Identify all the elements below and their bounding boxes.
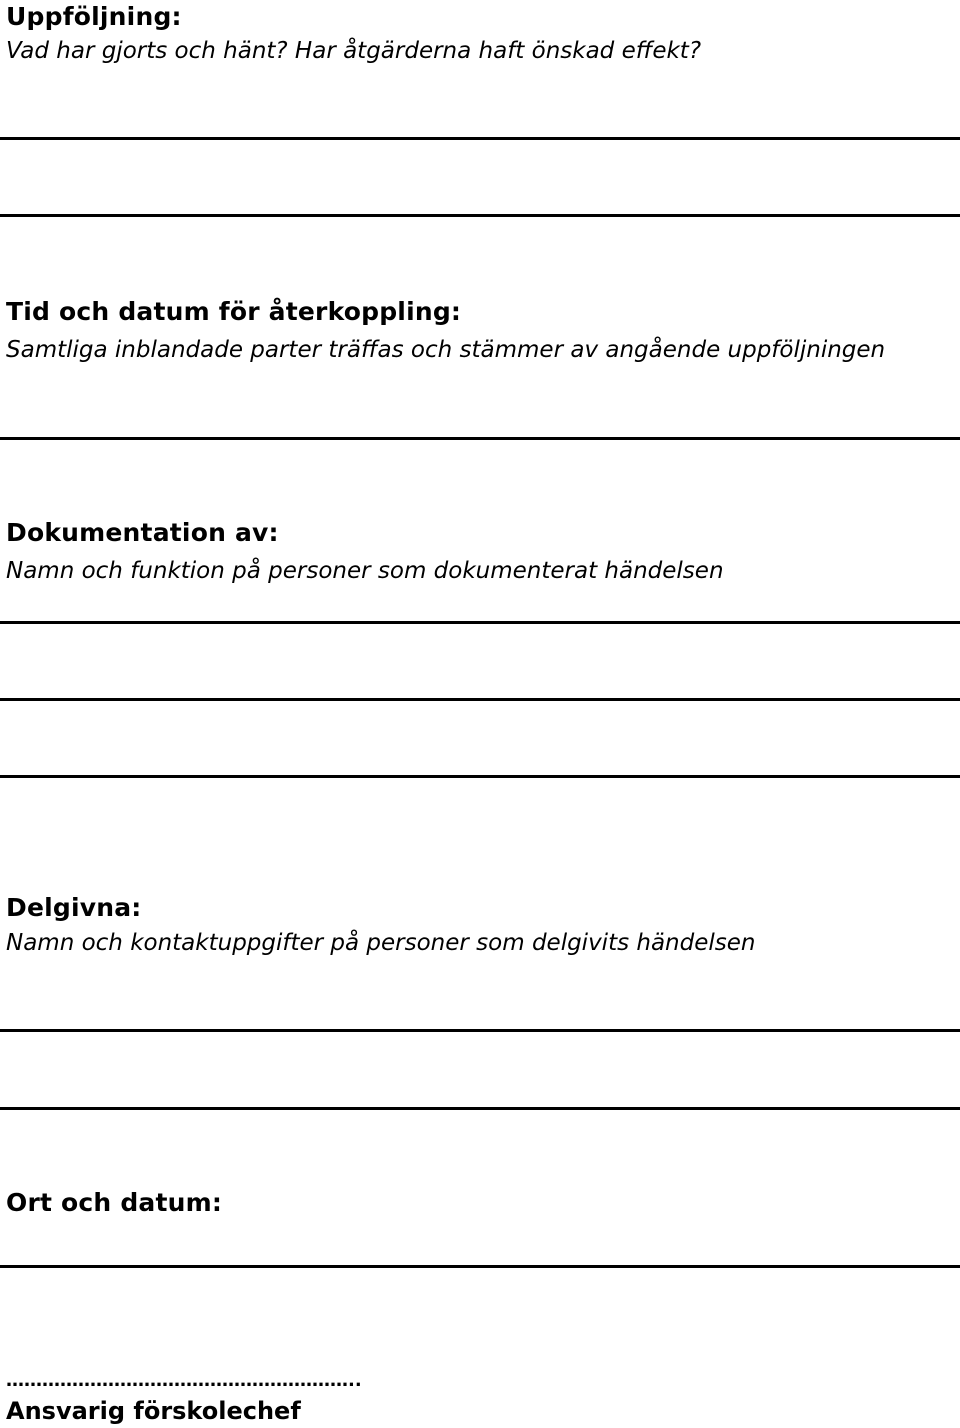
followup-write-line-2 xyxy=(0,214,960,217)
feedback-description: Samtliga inblandade parter träffas och stämmer av angående uppföljningen xyxy=(6,337,886,363)
shared-write-line-2 xyxy=(0,1107,960,1110)
shared-heading: Delgivna: xyxy=(6,893,142,922)
documentation-description: Namn och funktion på personer som dokumenterat händelsen xyxy=(6,558,724,584)
followup-write-line-1 xyxy=(0,137,960,140)
place-date-write-line xyxy=(0,1265,960,1268)
signature-label: Ansvarig förskolechef xyxy=(6,1397,301,1425)
followup-description: Vad har gjorts och hänt? Har åtgärderna haft önskad effekt? xyxy=(6,38,702,64)
feedback-write-line xyxy=(0,437,960,440)
followup-heading: Uppföljning: xyxy=(6,2,182,31)
place-date-heading: Ort och datum: xyxy=(6,1188,223,1217)
documentation-write-line-2 xyxy=(0,698,960,701)
documentation-write-line-3 xyxy=(0,775,960,778)
signature-dotted-line: ………………………………………………….. xyxy=(6,1370,362,1391)
documentation-heading: Dokumentation av: xyxy=(6,518,279,547)
shared-write-line-1 xyxy=(0,1029,960,1032)
documentation-write-line-1 xyxy=(0,621,960,624)
feedback-heading: Tid och datum för återkoppling: xyxy=(6,297,462,326)
shared-description: Namn och kontaktuppgifter på personer som delgivits händelsen xyxy=(6,930,756,956)
